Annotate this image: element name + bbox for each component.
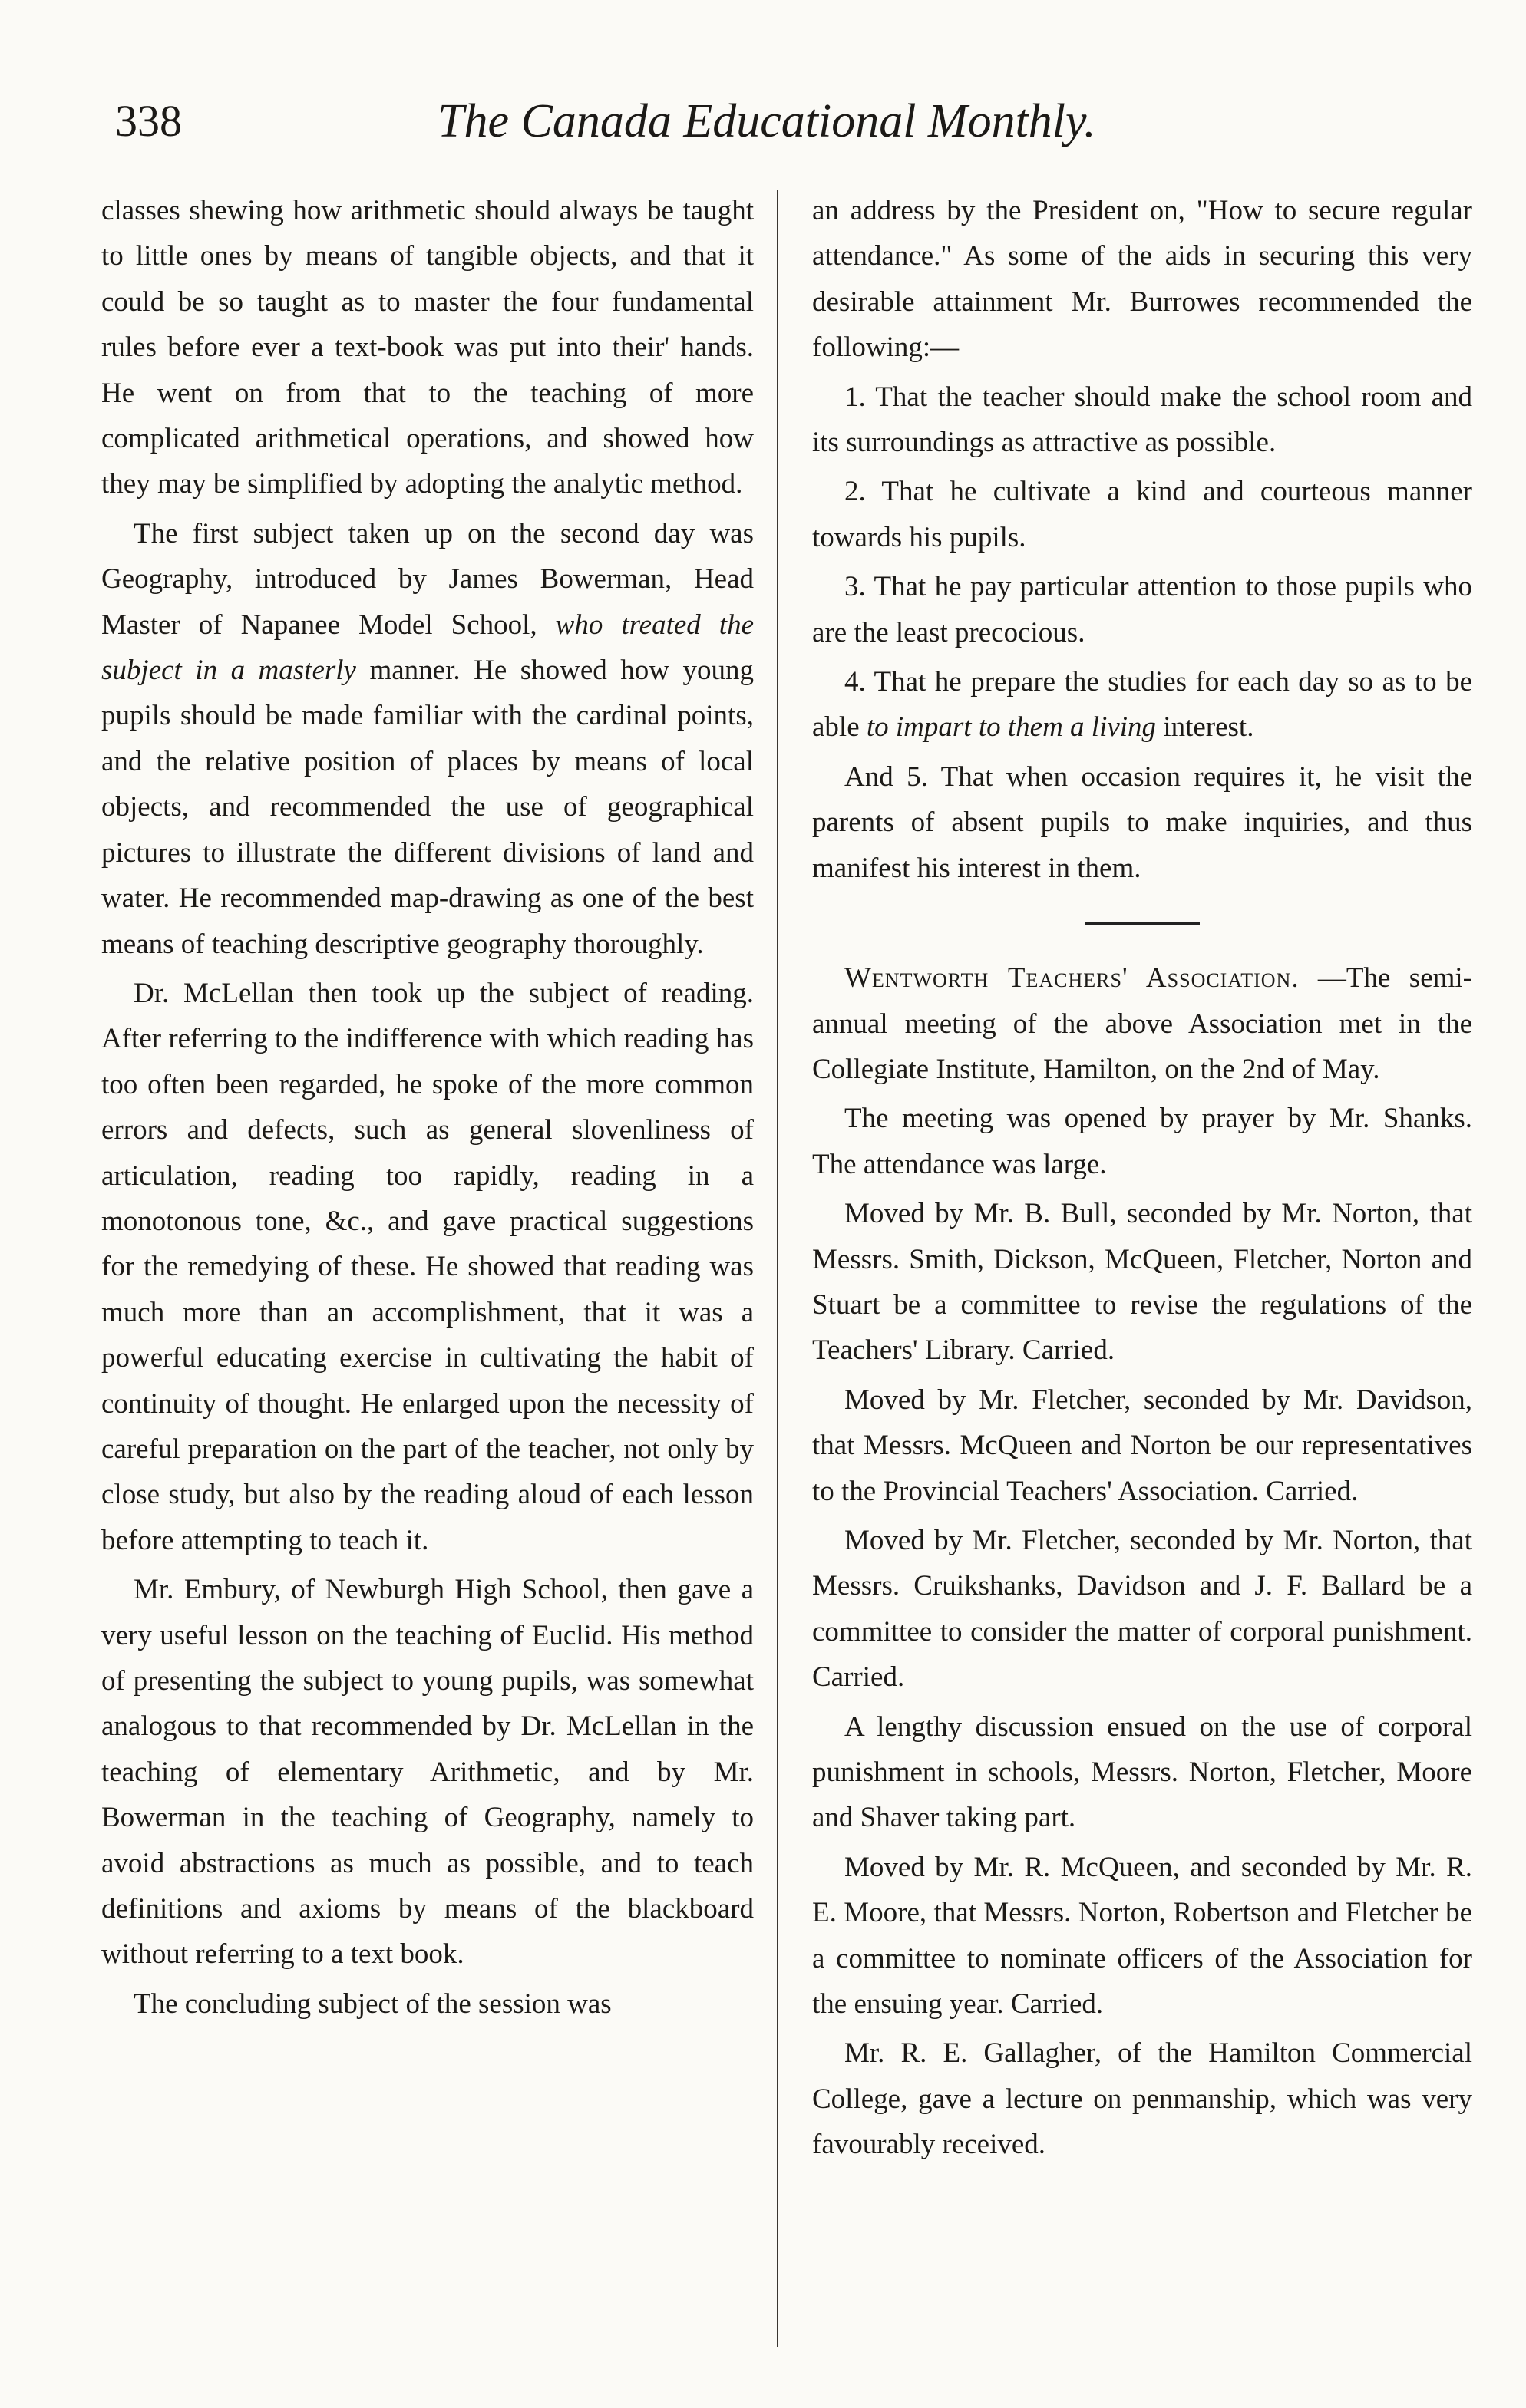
running-title: The Canada Educational Monthly. [438, 95, 1096, 147]
section-heading: Wentworth Teachers' Association. [844, 962, 1300, 995]
recommendation-5: And 5. That when occasion requires it, he visit the parents of absent pupils to make inquiries, and thus manifest his interest in them. [812, 760, 1472, 884]
recommendation-4-text-c: interest. [1156, 711, 1254, 744]
paragraph-geography-italic: who treated the subject in a masterly [101, 609, 754, 687]
section-divider [1085, 922, 1200, 925]
column-divider [777, 190, 778, 2347]
page-number: 338 [115, 96, 182, 146]
recommendation-2: 2. That he cultivate a kind and courteous manner towards his pupils. [812, 476, 1472, 553]
recommendation-4-italic: to impart to them a living [866, 711, 1157, 744]
paragraph-motion-library: Moved by Mr. B. Bull, seconded by Mr. Norton, that Messrs. Smith, Dickson, McQueen, Fletcher, Norton and Stuart be a committee to revise the regulations of the Teachers' Library. Carried. [812, 1198, 1472, 1367]
recommendation-3: 3. That he pay particular attention to those pupils who are the least precocious. [812, 571, 1472, 648]
paragraph-geography [101, 511, 754, 967]
recommendation-4 [812, 659, 1472, 750]
section-intro: —The semi-annual meeting of the above Association met in the Collegiate Institute, Hamilton, on the 2nd of May. [812, 962, 1472, 1085]
paragraph-geography-text-a: The first subject taken up on the second day was Geography, introduced by James Bowerman, Head Master of Napanee Model School, [101, 517, 754, 641]
paragraph-euclid: Mr. Embury, of Newburgh High School, then gave a very useful lesson on the teaching of Euclid. His method of presenting the subject to young pupils, was somewhat analogous to that recommended by Dr. McLellan in the teaching of elementary Arithmetic, and by Mr. Bowerman in the teaching of Geography, namely to avoid abstractions as much as possible, and to teach definitions and axioms by means of the blackboard without referring to a text book. [101, 1574, 754, 1971]
right-column [812, 188, 1472, 2352]
paragraph-attendance-address: an address by the President on, "How to secure regular attendance." As some of the aids in securing this very desirable attainment Mr. Burrowes recommended the following:— [812, 195, 1472, 364]
left-column [101, 188, 754, 2352]
paragraph-reading: Dr. McLellan then took up the subject of reading. After referring to the indifference with which reading has too often been regarded, he spoke of the more common errors and defects, such as general slovenliness of articulation, reading too rapidly, reading in a monotonous tone, &c., and gave practical suggestions for the remedying of these. He showed that reading was much more than an accomplishment, that it was a powerful educating exercise in cultivating the habit of continuity of thought. He enlarged upon the necessity of careful preparation on the part of the teacher, not only by close study, but also by the reading aloud of each lesson before attempting to teach it. [101, 977, 754, 1556]
section-wentworth [812, 955, 1472, 1092]
paragraph-motion-representatives: Moved by Mr. Fletcher, seconded by Mr. Davidson, that Messrs. McQueen and Norton be our representatives to the Provincial Teachers' Association. Carried. [812, 1384, 1472, 1507]
paragraph-discussion: A lengthy discussion ensued on the use of corporal punishment in schools, Messrs. Norton, Fletcher, Moore and Shaver taking part. [812, 1710, 1472, 1834]
paragraph-meeting-opened: The meeting was opened by prayer by Mr. Shanks. The attendance was large. [812, 1103, 1472, 1180]
recommendation-4-text-a: 4. That he prepare the studies for each day so as to be able [812, 666, 1472, 744]
paragraph-geography-text-c: manner. He showed how young pupils should be made familiar with the cardinal points, and the relative position of places by means of local objects, and recommended the use of geographical pictures to illustrate the different divisions of land and water. He recommended map-drawing as one of the best means of teaching descriptive geography thoroughly. [101, 655, 754, 960]
recommendation-1: 1. That the teacher should make the school room and its surroundings as attractive as possible. [812, 381, 1472, 459]
paragraph-motion-officers: Moved by Mr. R. McQueen, and seconded by Mr. R. E. Moore, that Messrs. Norton, Robertson and Fletcher be a committee to nominate officers of the Association for the ensuing year. Carried. [812, 1851, 1472, 2020]
page-header [115, 91, 1466, 160]
paragraph-arithmetic-continued: classes shewing how arithmetic should always be taught to little ones by means of tangible objects, and that it could be so taught as to master the four fundamental rules before ever a text-book was put into their' hands. He went on from that to the teaching of more complicated arithmetical operations, and showed how they may be simplified by adopting the analytic method. [101, 195, 754, 500]
paragraph-motion-punishment: Moved by Mr. Fletcher, seconded by Mr. Norton, that Messrs. Cruikshanks, Davidson and J. F. Ballard be a committee to consider the matter of corporal punishment. Carried. [812, 1524, 1472, 1694]
paragraph-concluding: The concluding subject of the session was [134, 1987, 612, 2020]
paragraph-penmanship-lecture: Mr. R. E. Gallagher, of the Hamilton Commercial College, gave a lecture on penmanship, which was very favourably received. [812, 2037, 1472, 2161]
